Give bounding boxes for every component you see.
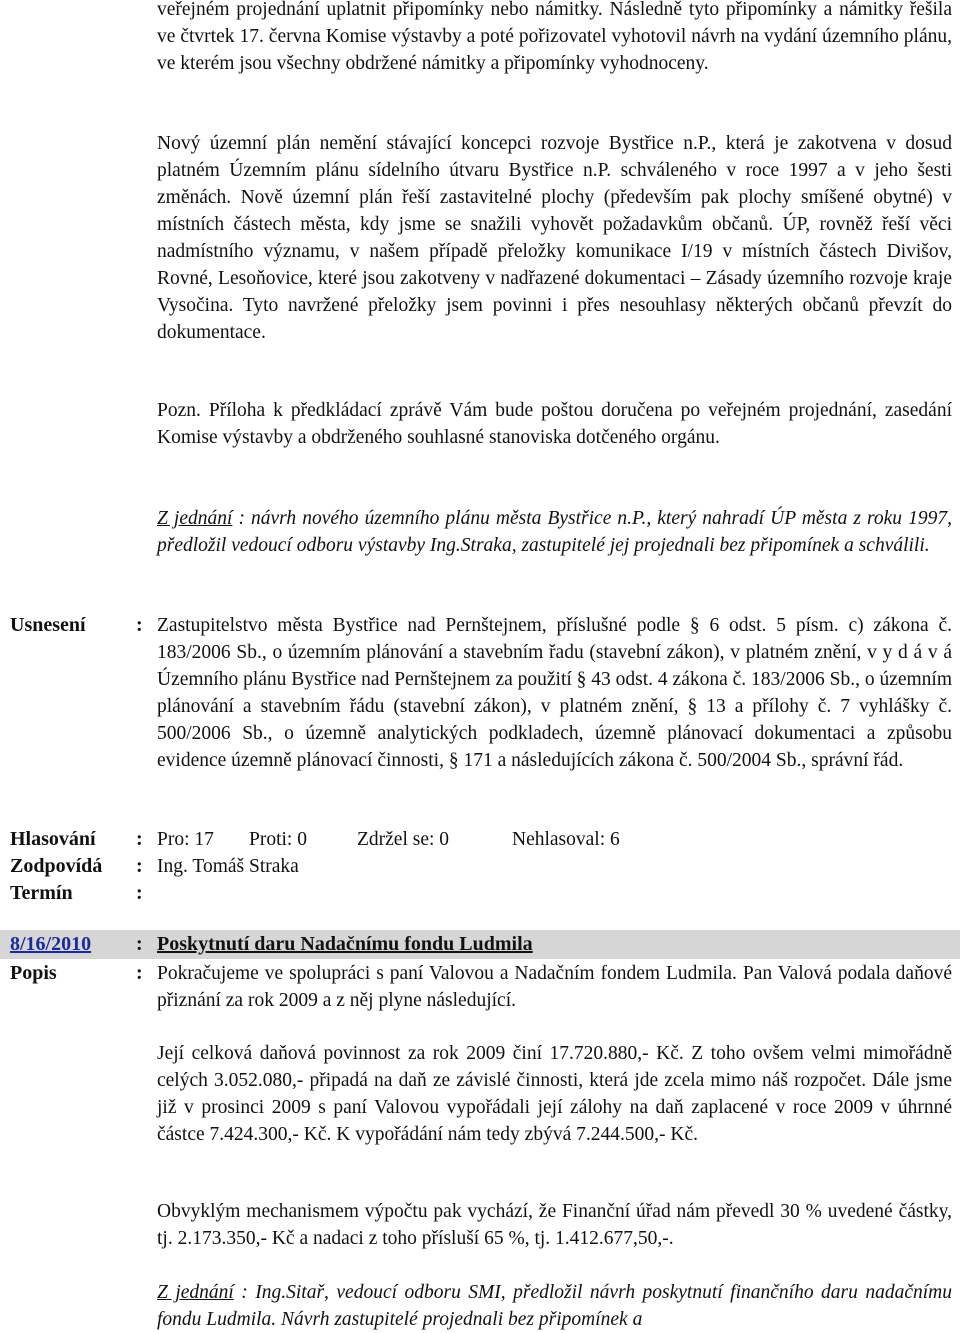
- discussion-2-text: : Ing.Sitař, vedoucí odboru SMI, předložil návrh poskytnutí finančního daru nadačnímu fondu Ludmila. Návrh zastupitelé projednali bez připomínek a: [157, 1282, 952, 1330]
- discussion-1: [157, 505, 952, 559]
- hlasovani-values: [157, 826, 952, 853]
- discussion-2-label: Z jednání: [157, 1282, 234, 1303]
- discussion-2: [157, 1279, 952, 1333]
- zodpovida-label: Zodpovídá: [10, 855, 103, 877]
- discussion-1-label: Z jednání: [157, 508, 233, 529]
- termin-label: Termín: [10, 882, 73, 904]
- item-number: 8/16/2010: [10, 933, 92, 955]
- vote-nehlasoval: Nehlasoval: 6: [512, 829, 620, 850]
- discussion-1-text: : návrh nového územního plánu města Bystřice n.P., který nahradí ÚP města z roku 1997, předložil vedoucí odboru výstavby Ing.Straka, zastupitelé jej projednali bez připomínek a schválili.: [157, 508, 952, 556]
- vote-pro: Pro: 17: [157, 829, 214, 850]
- intro-paragraph-3: Pozn. Příloha k předkládací zprávě Vám bude poštou doručena po veřejném projednání, zasedání Komise výstavby a obdrženého souhlasné stanoviska dotčeného orgánu.: [157, 400, 952, 448]
- item-title: Poskytnutí daru Nadačnímu fondu Ludmila: [157, 933, 533, 955]
- usneseni-label: Usnesení: [10, 614, 86, 636]
- intro-paragraph-1: veřejném projednání uplatnit připomínky nebo námitky. Následně tyto připomínky a námitky řešila ve čtvrtek 17. června Komise výstavby a poté pořizovatel vyhotovil návrh na vydání územního plánu, ve kterém jsou všechny obdržené námitky a připomínky vyhodnoceny.: [157, 0, 952, 74]
- termin-colon: :: [136, 882, 143, 904]
- usneseni-colon: :: [136, 614, 143, 636]
- vote-proti: Proti: 0: [249, 829, 307, 850]
- hlasovani-colon: :: [136, 828, 143, 850]
- popis-colon: :: [136, 962, 143, 984]
- zodpovida-colon: :: [136, 855, 143, 877]
- popis-paragraph-1: Pokračujeme ve spolupráci s paní Valovou a Nadačním fondem Ludmila. Pan Valová podala daňové přiznání za rok 2009 a z něj plyne následující.: [157, 963, 952, 1011]
- popis-paragraph-3: Obvyklým mechanismem výpočtu pak vychází, že Finanční úřad nám převedl 30 % uvedené částky, tj. 2.173.350,- Kč a nadaci z toho přísluší 65 %, tj. 1.412.677,50,-.: [157, 1201, 952, 1249]
- vote-zdrzel: Zdržel se: 0: [357, 829, 450, 850]
- intro-paragraph-2: Nový územní plán nemění stávající koncepci rozvoje Bystřice n.P., která je zakotvena v dosud platném Územním plánu sídelního útvaru Bystřice n.P. schváleného v roce 1997 a v jeho šesti změnách. Nově územní plán řeší zastavitelné plochy (především pak plochy smíšené obytné) v místních částech města, kdy jsme se snažili vyhovět požadavkům občanů. ÚP, rovněž řeší věci nadmístního významu, v našem případě přeložky komunikace I/19 v místních částech Divišov, Rovné, Lesoňovice, které jsou zakotveny v nadřazené dokumentaci – Zásady územního rozvoje kraje Vysočina. Tyto navržené přeložky jsem povinni i přes nesouhlasy některých občanů převzít do dokumentace.: [157, 133, 952, 343]
- popis-label: Popis: [10, 962, 57, 984]
- item-header-colon: :: [136, 933, 143, 955]
- zodpovida-value: Ing. Tomáš Straka: [157, 856, 299, 877]
- hlasovani-label: Hlasování: [10, 828, 96, 850]
- usneseni-text: Zastupitelstvo města Bystřice nad Pernštejnem, příslušné podle § 6 odst. 5 písm. c) zákona č. 183/2006 Sb., o územním plánování a stavebním řadu (stavební zákon), v platném znění, v y d á v á Územního plánu Bystřice nad Pernštejnem za použití § 43 odst. 4 zákona č. 183/2006 Sb., o územním plánování a stavebním řádu (stavební zákon), v platném znění, § 13 a přílohy č. 7 vyhlášky č. 500/2006 Sb., o územně analytických podkladech, územně plánovací dokumentaci a způsobu evidence územně plánovací činnosti, § 171 a následujících zákona č. 500/2004 Sb., správní řád.: [157, 615, 953, 771]
- popis-paragraph-2: Její celková daňová povinnost za rok 2009 činí 17.720.880,- Kč. Z toho ovšem velmi mimořádně celých 3.052.080,- připadá na daň ze závislé činnosti, která jde zcela mimo náš rozpočet. Dále jsme již v prosinci 2009 s paní Valovou vypořádali její zálohy na daň zaplacené v roce 2009 v úhrnné částce 7.424.300,- Kč. K vypořádání nám tedy zbývá 7.244.500,- Kč.: [157, 1043, 952, 1145]
